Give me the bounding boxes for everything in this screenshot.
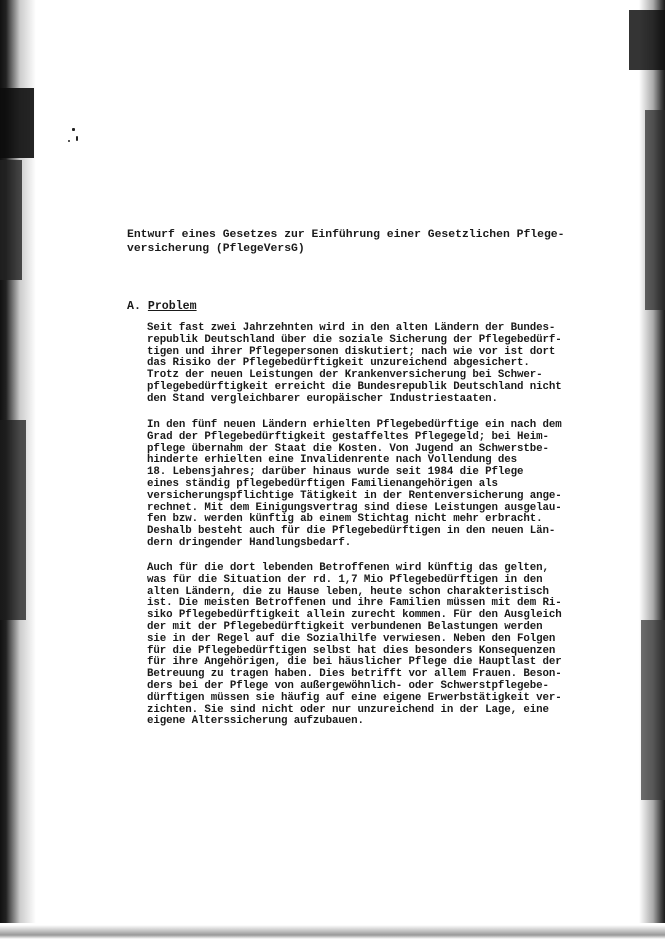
text-line: versicherungspflichtige Tätigkeit in der Rentenversicherung ange- — [147, 489, 562, 502]
text-line: Grad der Pflegebedürftigkeit gestaffeltes Pflegegeld; bei Heim- — [147, 430, 549, 443]
text-line: eines ständig pflegebedürftigen Familienangehörigen als — [147, 477, 498, 490]
text-line: alten Ländern, die zu Hause leben, heute schon charakteristisch — [147, 585, 549, 598]
text-line: den Stand vergleichbarer europäischer Industriestaaten. — [147, 392, 498, 405]
scan-blot — [0, 160, 22, 280]
text-line: Betreuung zu tragen haben. Dies betrifft vor allem Frauen. Beson- — [147, 668, 562, 681]
text-line: rechnet. Mit dem Einigungsvertrag sind diese Leistungen ausgelau- — [147, 501, 562, 514]
text-line: In den fünf neuen Ländern erhielten Pflegebedürftige ein nach dem — [147, 419, 562, 431]
scan-border-left — [0, 0, 44, 945]
text-line: der mit der Pflegebedürftigkeit verbundenen Belastungen werden — [147, 620, 543, 633]
section-label: Problem — [147, 300, 197, 313]
scan-blot — [629, 10, 665, 70]
paragraph-1 — [147, 323, 617, 406]
text-line: Deshalb besteht auch für die Pflegebedürftigen in den neuen Län- — [147, 525, 556, 538]
text-line: 18. Lebensjahres; darüber hinaus wurde seit 1984 die Pflege — [147, 466, 524, 479]
text-line: republik Deutschland über die soziale Sicherung der Pflegebedürf- — [147, 333, 562, 346]
scan-blot — [0, 420, 26, 620]
paragraph-2 — [147, 420, 617, 550]
scan-speck — [68, 140, 70, 142]
text-line: tigen und ihrer Pflegepersonen diskutiert; nach wie vor ist dort — [147, 345, 556, 358]
text-line: sie in der Regel auf die Sozialhilfe verwiesen. Neben den Folgen — [147, 632, 556, 645]
text-line: hinderte erhielten eine Invalidenrente nach Vollendung des — [147, 454, 517, 467]
scan-blot — [645, 110, 665, 310]
text-line: pflege übernahm der Staat die Kosten. Von Jugend an Schwerstbe- — [147, 442, 549, 455]
text-line: eigene Alterssicherung aufzubauen. — [147, 715, 364, 728]
text-line: dürftigen müssen sie häufig auf eine eigene Erwerbstätigkeit ver- — [147, 691, 562, 704]
paragraph-3 — [147, 563, 617, 728]
title-line: Entwurf eines Gesetzes zur Einführung einer Gesetzlichen Pflege- — [127, 229, 565, 241]
text-line: Seit fast zwei Jahrzehnten wird in den alten Ländern der Bundes- — [147, 322, 556, 334]
document-title — [127, 228, 597, 256]
text-line: ders bei der Pflege von außergewöhnlich- oder Schwerstpflegebe- — [147, 679, 549, 692]
text-line: was für die Situation der rd. 1,7 Mio Pflegebedürftigen in den — [147, 573, 543, 586]
text-line: für die Pflegebedürftigen selbst hat dies besonders Konsequenzen — [147, 644, 556, 657]
text-line: das Risiko der Pflegebedürftigkeit unzureichend abgesichert. — [147, 357, 530, 370]
scan-blot — [0, 88, 34, 158]
scan-blot — [641, 620, 665, 800]
text-line: siko Pflegebedürftigkeit allein zurecht kommen. Für den Ausgleich — [147, 609, 562, 622]
text-line: fen bzw. werden künftig ab einem Stichtag nicht mehr erbracht. — [147, 513, 543, 526]
text-line: pflegebedürftigkeit erreicht die Bundesrepublik Deutschland nicht — [147, 380, 562, 393]
text-line: Trotz der neuen Leistungen der Krankenversicherung bei Schwer- — [147, 369, 543, 382]
title-line: versicherung (PflegeVersG) — [127, 243, 305, 255]
text-line: Auch für die dort lebenden Betroffenen wird künftig das gelten, — [147, 562, 549, 574]
text-line: dern dringender Handlungsbedarf. — [147, 536, 352, 549]
text-line: für ihre Angehörigen, die bei häuslicher Pflege die Hauptlast der — [147, 656, 562, 669]
text-line: zichten. Sie sind nicht oder nur unzureichend in der Lage, eine — [147, 703, 549, 716]
scan-speck — [72, 128, 75, 131]
scan-border-bottom — [0, 923, 665, 945]
text-line: ist. Die meisten Betroffenen und ihre Familien müssen mit dem Ri- — [147, 597, 562, 610]
section-heading — [127, 300, 197, 313]
scan-speck — [76, 136, 78, 141]
scan-border-right — [625, 0, 665, 945]
section-marker: A. — [127, 300, 141, 313]
